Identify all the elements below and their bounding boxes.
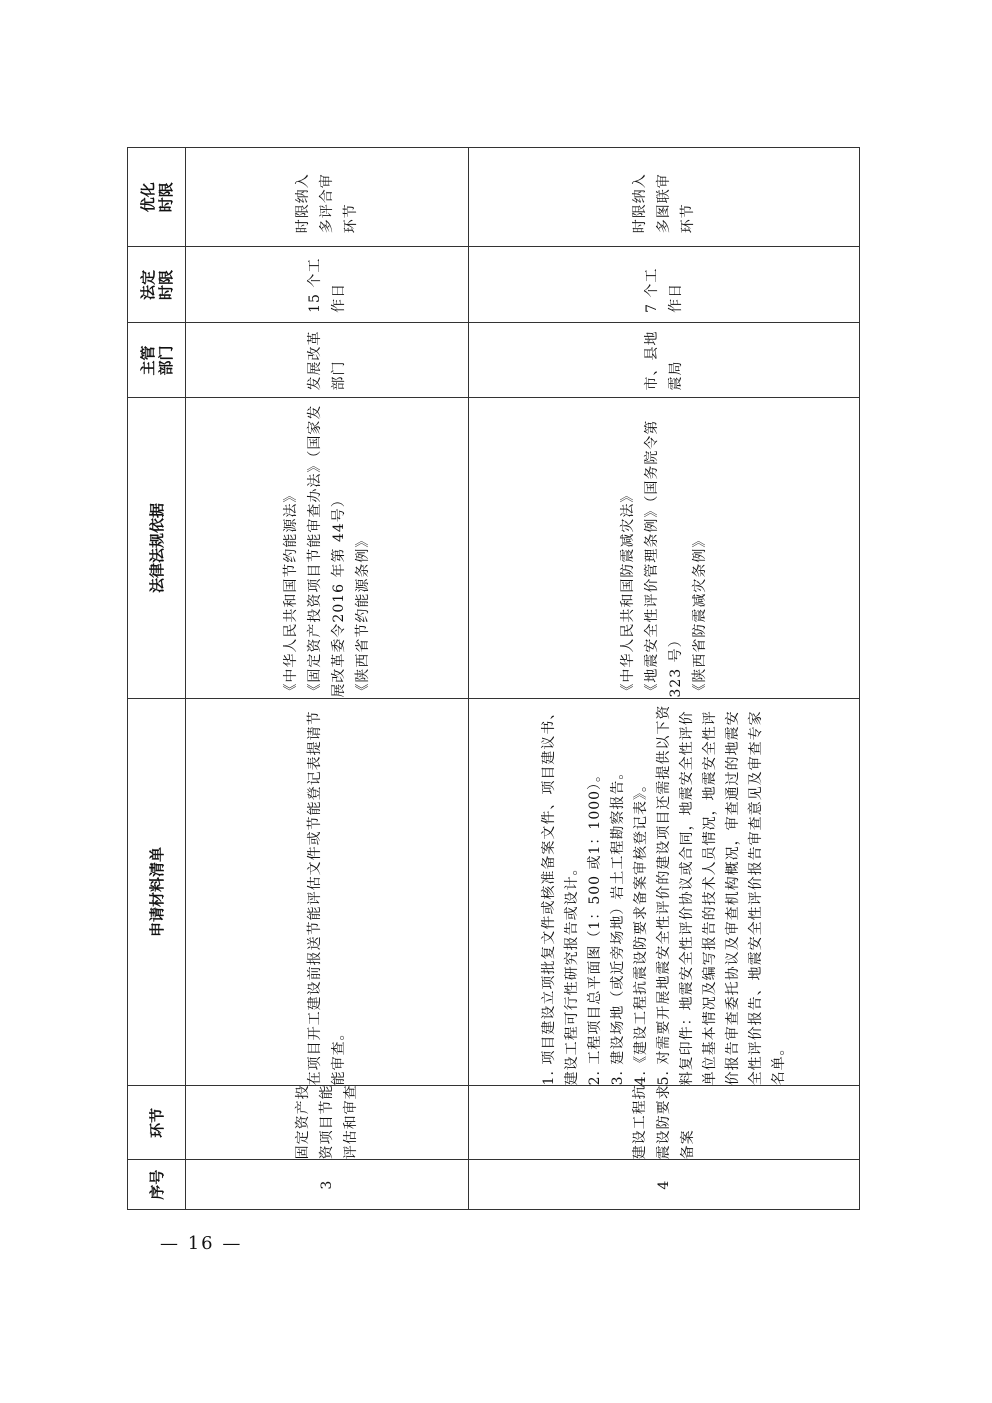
legal-item: 《中华人民共和国节约能源法》	[283, 487, 299, 698]
cell-materials	[469, 698, 860, 1086]
cell-legal-basis	[469, 398, 860, 698]
cell-seq: 4	[469, 1160, 860, 1210]
cell-department: 发展改革部门	[186, 323, 469, 398]
material-item: 3. 建设场地（或近旁场地）岩土工程勘察报告。	[609, 764, 626, 1086]
table-row	[186, 148, 469, 1210]
cell-statutory-limit: 15 个工作日	[186, 247, 469, 323]
cell-stage: 建设工程抗震设防要求备案	[469, 1086, 860, 1160]
header-seq: 序号	[128, 1160, 186, 1210]
table-row	[469, 148, 860, 1210]
approval-table	[127, 147, 860, 1210]
legal-item: 《陕西省节约能源条例》	[355, 532, 371, 698]
material-item: 2. 工程项目总平面图（1：500 或1：1000）。	[586, 766, 603, 1086]
rotated-table-container	[127, 147, 860, 1210]
header-materials: 申请材料清单	[128, 698, 186, 1086]
header-legal-basis: 法律法规依据	[128, 398, 186, 698]
cell-seq: 3	[186, 1160, 469, 1210]
cell-materials	[186, 698, 469, 1086]
material-item: 1. 项目建设立项批复文件或核准备案文件、项目建议书、建设工程可行性研究报告或设计。	[540, 704, 580, 1086]
cell-statutory-limit: 7 个工作日	[469, 247, 860, 323]
header-statutory-limit: 法定时限	[128, 247, 186, 323]
table-header-row	[128, 148, 186, 1210]
header-department: 主管部门	[128, 323, 186, 398]
material-item: 5. 对需要开展地震安全性评价的建设项目还需提供以下资料复印件：地震安全性评价协议或合同，地震安全性评价单位基本情况及编写报告的技术人员情况，地震安全性评价报告审查委托协议及审查机构概况，审查通过的地震安全性评价报告、地震安全性评价报告审查意见及审查专家名单。	[655, 704, 787, 1086]
header-optimized-limit: 优化时限	[128, 148, 186, 247]
legal-item: 《地震安全性评价管理条例》（国务院令第 323 号）	[644, 419, 684, 698]
page-number: — 16 —	[160, 1233, 243, 1254]
legal-item: 《固定资产投资项目节能审查办法》（国家发展改革委令2016 年第 44号）	[307, 404, 347, 698]
cell-stage: 固定资产投资项目节能评估和审查	[186, 1086, 469, 1160]
material-item: 在项目开工建设前报送节能评估文件或节能登记表提请节能审查。	[307, 710, 347, 1086]
cell-legal-basis	[186, 398, 469, 698]
cell-department: 市、县地震局	[469, 323, 860, 398]
material-item: 4.《建设工程抗震设防要求备案审核登记表》。	[632, 777, 649, 1086]
legal-item: 《中华人民共和国防震减灾法》	[620, 487, 636, 698]
cell-optimized-limit: 时限纳入多图联审环节	[469, 148, 860, 247]
legal-item: 《陕西省防震减灾条例》	[692, 532, 708, 698]
header-stage: 环节	[128, 1086, 186, 1160]
cell-optimized-limit: 时限纳入多评合审环节	[186, 148, 469, 247]
